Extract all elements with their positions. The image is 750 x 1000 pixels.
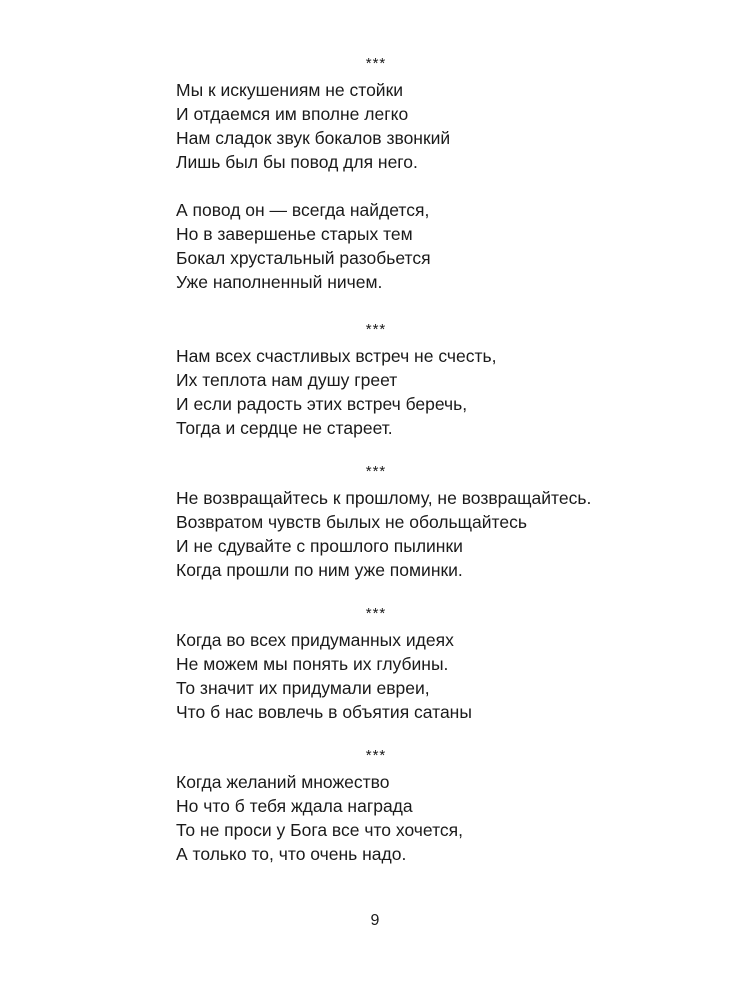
poem-separator: *** [365,605,387,622]
poem-line: Уже наполненный ничем. [176,272,383,292]
stanza [176,628,656,724]
stanza [176,344,656,440]
stanza [176,198,656,294]
poem-line: А повод он — всегда найдется, [176,200,430,220]
poem-block [176,746,656,866]
stanza [176,78,656,174]
poem-line: То значит их придумали евреи, [176,678,430,698]
poem-line: Когда прошли по ним уже поминки. [176,560,463,580]
poems-column [176,54,656,866]
poem-line: И отдаемся им вполне легко [176,104,409,124]
poem-line: Лишь был бы повод для него. [176,152,418,172]
poem-line: Не возвращайтесь к прошлому, не возвращайтесь. [176,488,592,508]
poem-line: Но в завершенье старых тем [176,224,413,244]
poem-line: То не проси у Бога все что хочется, [176,820,463,840]
poem-line: Мы к искушениям не стойки [176,80,404,100]
poem-line: Когда во всех придуманных идеях [176,630,454,650]
poem-line: И не сдувайте с прошлого пылинки [176,536,463,556]
poem-line: Нам сладок звук бокалов звонкий [176,128,451,148]
poem-line: Что б нас вовлечь в объятия сатаны [176,702,472,722]
poem-line: Тогда и сердце не стареет. [176,418,393,438]
poem-separator: *** [365,321,387,338]
stanza [176,486,656,582]
poem-block [176,54,656,294]
poem-line: Не можем мы понять их глубины. [176,654,449,674]
poem-line: А только то, что очень надо. [176,844,407,864]
stanza [176,770,656,866]
poem-line: Бокал хрустальный разобьется [176,248,431,268]
poem-line: Когда желаний множество [176,772,390,792]
poem-separator: *** [365,747,387,764]
poem-separator: *** [365,463,387,480]
poem-block [176,320,656,440]
poem-line: Но что б тебя ждала награда [176,796,413,816]
poem-line: Нам всех счастливых встреч не счесть, [176,346,497,366]
poem-line: Их теплота нам душу греет [176,370,398,390]
poem-block [176,604,656,724]
poem-separator: *** [365,55,387,72]
page-number: 9 [370,912,380,929]
poem-block [176,462,656,582]
poem-line: И если радость этих встреч беречь, [176,394,468,414]
poem-line: Возвратом чувств былых не обольщайтесь [176,512,527,532]
